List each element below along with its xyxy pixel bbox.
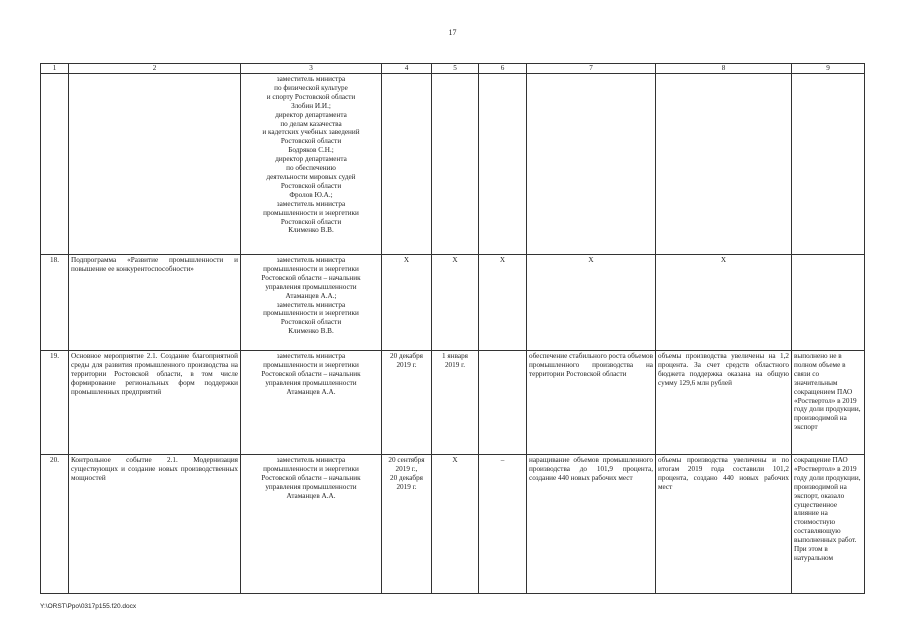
- plan-date-cell: 20 сентября 2019 г., 20 декабря 2019 г.: [382, 455, 432, 594]
- planned-result-cell: X: [527, 255, 656, 351]
- column-header: 4: [382, 64, 432, 74]
- file-path-footer: Y:\ORST\Ppo\0317p155.f20.docx: [40, 603, 137, 610]
- start-date-cell: [432, 74, 479, 255]
- planned-result-cell: обеспечение стабильного роста объемов промышленного производства на территории Ростовской области: [527, 351, 656, 455]
- event-name-cell: [69, 74, 241, 255]
- start-date-cell: X: [432, 255, 479, 351]
- column-header: 8: [656, 64, 792, 74]
- table-row: [41, 455, 865, 594]
- planned-result-cell: наращивание объемов промышленного производства до 101,9 процента, создание 440 новых рабочих мест: [527, 455, 656, 594]
- end-date-cell: X: [479, 255, 527, 351]
- reason-cell: [792, 74, 865, 255]
- end-date-cell: [479, 74, 527, 255]
- column-header: 2: [69, 64, 241, 74]
- plan-date-cell: X: [382, 255, 432, 351]
- planned-result-cell: [527, 74, 656, 255]
- report-table: [40, 63, 865, 594]
- event-name-cell: Подпрограмма «Развитие промышленности и повышение ее конкурентоспособности»: [69, 255, 241, 351]
- table-header-row: [41, 64, 865, 74]
- column-header: 5: [432, 64, 479, 74]
- start-date-cell: X: [432, 455, 479, 594]
- reason-cell: сокращение ПАО «Роствертол» в 2019 году доли продукции, производимой на экспорт, оказало существенное влияние на стоимостную составляющую выполненных работ. При этом в натуральном: [792, 455, 865, 594]
- responsible-cell: заместитель министра промышленности и энергетики Ростовской области – начальник управления промышленности Атаманцев А.А.: [241, 351, 382, 455]
- actual-result-cell: объемы производства увеличены на 1,2 процента. За счет средств областного бюджета поддержка оказана на общую сумму 129,6 млн рублей: [656, 351, 792, 455]
- actual-result-cell: объемы производства увеличены и по итогам 2019 года составили 101,2 процента, создано 440 новых рабочих мест: [656, 455, 792, 594]
- plan-date-cell: [382, 74, 432, 255]
- column-header: 6: [479, 64, 527, 74]
- responsible-cell: заместитель министра промышленности и энергетики Ростовской области – начальник управления промышленности Атаманцев А.А.: [241, 455, 382, 594]
- table-row: [41, 74, 865, 255]
- responsible-cell: заместитель министра по физической культуре и спорту Ростовской области Злобин И.И.; директор департамента по делам казачества и кадетских учебных заведений Ростовской области Бодряков С.Н.; директор департамента по обеспечению деятельности мировых судей Ростовской области Фролов Ю.А.; заместитель министра промышленности и энергетики Ростовской области Клименко В.В.: [241, 74, 382, 255]
- table-row: [41, 351, 865, 455]
- end-date-cell: –: [479, 455, 527, 594]
- column-header: 1: [41, 64, 69, 74]
- row-number-cell: 18.: [41, 255, 69, 351]
- column-header: 3: [241, 64, 382, 74]
- column-header: 7: [527, 64, 656, 74]
- start-date-cell: 1 января 2019 г.: [432, 351, 479, 455]
- table-row: [41, 255, 865, 351]
- reason-cell: выполнено не в полном объеме в связи со значительным сокращением ПАО «Роствертол» в 2019 году доли продукции, производимой на экспорт: [792, 351, 865, 455]
- end-date-cell: [479, 351, 527, 455]
- column-header: 9: [792, 64, 865, 74]
- actual-result-cell: [656, 74, 792, 255]
- page-number: 17: [448, 28, 457, 37]
- row-number-cell: [41, 74, 69, 255]
- actual-result-cell: X: [656, 255, 792, 351]
- event-name-cell: Основное мероприятие 2.1. Создание благоприятной среды для развития промышленного производства на территории Ростовской области, в том числе формирование региональных форм поддержки промышленных предприятий: [69, 351, 241, 455]
- event-name-cell: Контрольное событие 2.1. Модернизация существующих и создание новых производственных мощностей: [69, 455, 241, 594]
- responsible-cell: заместитель министра промышленности и энергетики Ростовской области – начальник управления промышленности Атаманцев А.А.; заместитель министра промышленности и энергетики Ростовской области Клименко В.В.: [241, 255, 382, 351]
- row-number-cell: 20.: [41, 455, 69, 594]
- plan-date-cell: 20 декабря 2019 г.: [382, 351, 432, 455]
- row-number-cell: 19.: [41, 351, 69, 455]
- reason-cell: [792, 255, 865, 351]
